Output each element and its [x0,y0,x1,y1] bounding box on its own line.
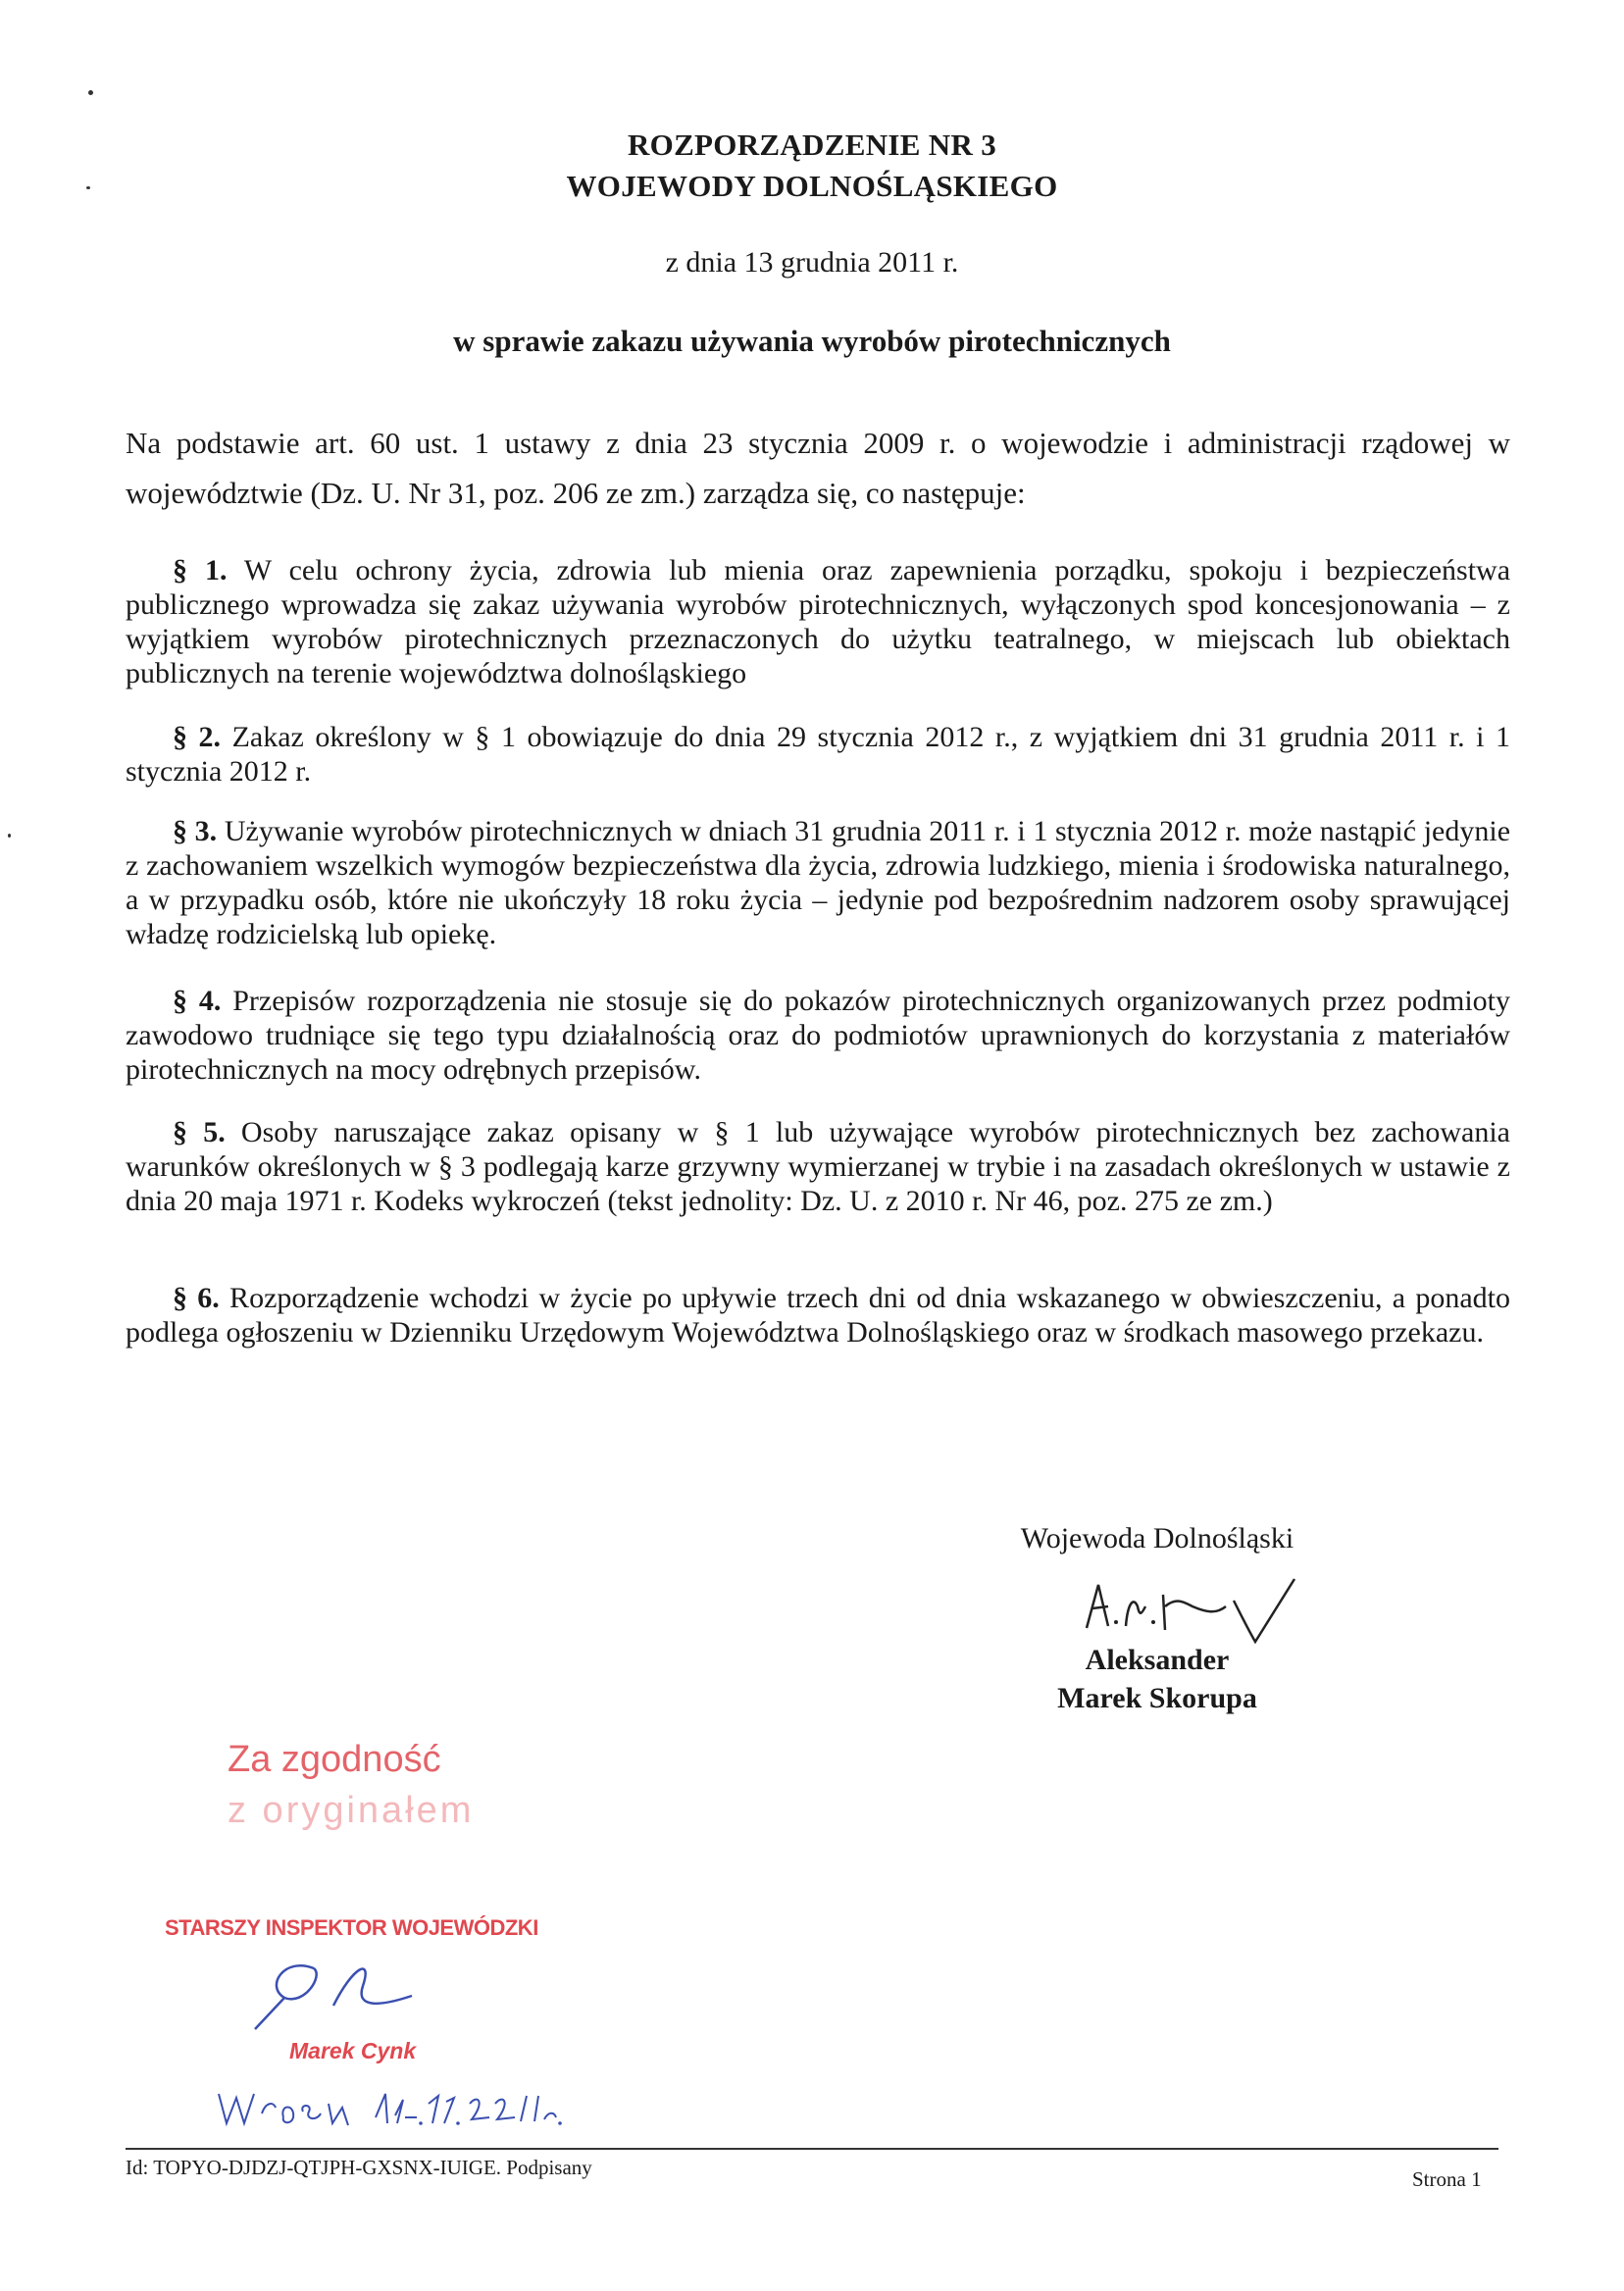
signatory-name [981,1641,1334,1717]
regulation-subject: w sprawie zakazu używania wyrobów pirotechnicznych [453,324,1171,358]
footer-divider [126,2148,1498,2150]
document-id: Id: TOPYO-DJDZJ-QTJPH-GXSNX-IUIGE. Podpisany [126,2156,592,2179]
paragraph-6 [126,1281,1510,1349]
section-number: § 5. [173,1116,226,1148]
paragraph-4 [126,984,1510,1087]
signatory-first-name: Aleksander [1085,1644,1230,1676]
regulation-title: ROZPORZĄDZENIE NR 3 [627,127,997,162]
regulation-authority: WOJEWODY DOLNOŚLĄSKIEGO [566,169,1058,203]
signatory-title: Wojewoda Dolnośląski [1020,1522,1294,1554]
paragraph-5 [126,1115,1510,1218]
regulation-date: z dnia 13 grudnia 2011 r. [665,246,959,279]
signatory-surname: Marek Skorupa [1057,1682,1257,1714]
section-number: § 3. [173,815,218,847]
page-number: Strona 1 [1412,2167,1482,2191]
scan-speck [88,90,93,95]
section-text: Rozporządzenie wchodzi w życie po upływie trzech dni od dnia wskazanego w obwieszczeniu, a ponadto podlega ogłoszeniu w Dzienniku Urzędowym Województwa Dolnośląskiego oraz w środkach masowego przekazu. [126,1282,1511,1349]
inspector-signature-image [245,1947,441,2035]
section-text: W celu ochrony życia, zdrowia lub mienia oraz zapewnienia porządku, spokoju i bezpieczeństwa publicznego wprowadza się zakaz używania wyrobów pirotechnicznych, wyłączonych spod koncesjonowania – z wyjątkiem wyrobów pirotechnicznych przeznaczonych do użytku teatralnego, w miejscach lub obiektach publicznych na terenie województwa dolnośląskiego [126,554,1511,689]
section-number: § 1. [173,554,228,586]
voivode-signature-image [1069,1567,1304,1646]
section-text: Zakaz określony w § 1 obowiązuje do dnia 29 stycznia 2012 r., z wyjątkiem dni 31 grudnia 2011 r. i 1 stycznia 2012 r. [126,721,1511,788]
section-text: Przepisów rozporządzenia nie stosuje się do pokazów pirotechnicznych organizowanych przez podmioty zawodowo trudniące się tego typu działalnością oraz do podmiotów uprawnionych do korzystania z materiałów pirotechnicznych na mocy odrębnych przepisów. [126,985,1510,1086]
paragraph-2 [126,720,1510,789]
section-text: Używanie wyrobów pirotechnicznych w dniach 31 grudnia 2011 r. i 1 stycznia 2012 r. może nastąpić jedynie z zachowaniem wszelkich wymogów bezpieczeństwa dla życia, zdrowia ludzkiego, mienia i środowiska naturalnego, a w przypadku osób, które nie ukończyły 18 roku życia – jedynie pod bezpośrednim nadzorem osoby sprawującej władzę rodzicielską lub opiekę. [126,815,1511,950]
section-text: Osoby naruszające zakaz opisany w § 1 lub używające wyrobów pirotechnicznych bez zachowania warunków określonych w § 3 podlegają karze grzywny wymierzanej w trybie i na zasadach określonych w ustawie z dnia 20 maja 1971 r. Kodeks wykroczeń (tekst jednolity: Dz. U. z 2010 r. Nr 46, poz. 275 ze zm.) [126,1116,1511,1217]
section-number: § 4. [173,985,222,1017]
inspector-name: Marek Cynk [289,2038,417,2063]
paragraph-1 [126,553,1510,690]
conformity-stamp [228,1734,474,1836]
section-number: § 2. [173,721,222,753]
legal-basis-intro: Na podstawie art. 60 ust. 1 ustawy z dnia 23 stycznia 2009 r. o wojewodzie i administracji rządowej w województwie (Dz. U. Nr 31, poz. 206 ze zm.) zarządza się, co następuje: [126,426,1510,510]
conformity-stamp-line1: Za zgodność [228,1739,441,1780]
section-number: § 6. [173,1282,220,1314]
scan-speck [8,834,11,838]
paragraph-3 [126,814,1510,951]
handwritten-place-date [211,2074,564,2133]
inspector-stamp-title: STARSZY INSPEKTOR WOJEWÓDZKI [165,1915,538,1940]
conformity-stamp-line2: z oryginałem [228,1790,475,1831]
